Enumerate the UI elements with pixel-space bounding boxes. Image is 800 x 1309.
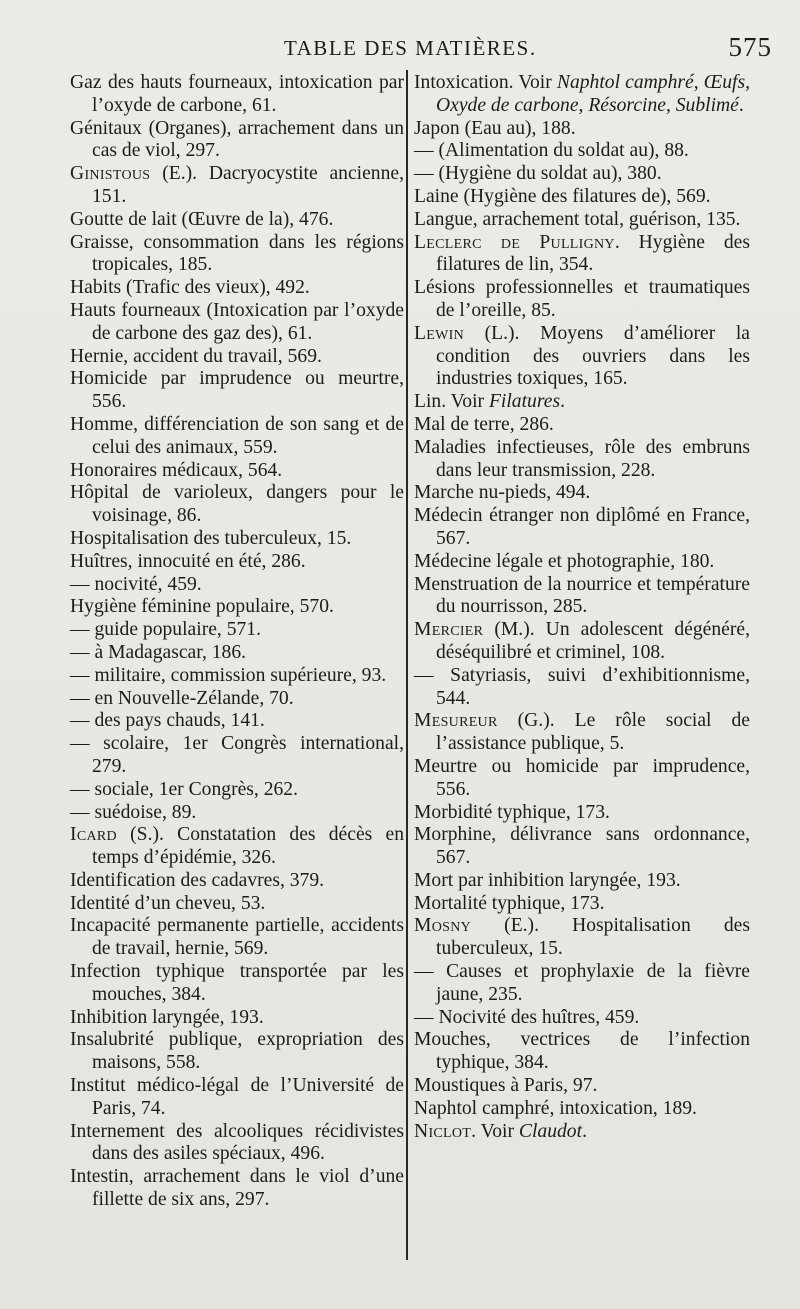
entry-text: — en Nouvelle-Zélande, 70. [70,687,294,709]
entry-text: Mort par inhibition laryngée, 193. [414,869,681,891]
index-entry [414,870,750,893]
author-name: Niclot [414,1120,472,1142]
index-entry [70,802,404,825]
page-number: 575 [728,32,772,62]
index-entry [414,437,750,483]
index-entry [70,118,404,164]
entry-text: Hôpital de varioleux, dangers pour le voisinage, 86. [70,482,404,527]
entry-text: Insalubrité publique, expropriation des maisons, 558. [70,1029,404,1074]
index-entry [70,733,404,779]
entry-text: Habits (Trafic des vieux), 492. [70,277,310,299]
entry-text: Internement des alcooliques récidivistes dans des asiles spéciaux, 496. [70,1120,404,1165]
author-name: Mercier [414,619,484,641]
entry-text: Médecin étranger non diplômé en France, 567. [414,505,750,549]
entry-text: Morphine, délivrance sans ordonnance, 567. [414,824,750,869]
index-entry [414,1098,750,1121]
index-entry [70,72,404,118]
index-entry [70,482,404,528]
entry-text: — Satyriasis, suivi d’exhibitionnisme, 544. [414,664,750,709]
entry-text: Génitaux (Organes), arrachement dans un cas de viol, 297. [70,117,404,162]
index-entry [70,300,404,346]
entry-text: Honoraires médicaux, 564. [70,459,283,481]
entry-text: Identité d’un cheveu, 53. [70,892,266,914]
index-entry [70,1166,404,1212]
entry-text: Mouches, vectrices de l’infection typhique, 384. [414,1029,750,1074]
index-entry [70,893,404,916]
entry-punctuation: . [582,1120,587,1142]
index-entry [70,528,404,551]
index-entry [70,642,404,665]
index-entry [414,140,750,163]
entry-text: Infection typhique transportée par les mouches, 384. [70,961,404,1005]
entry-text: (E.). Hospitalisation des tuberculeux, 15. [436,915,750,960]
entry-text: Hygiène féminine populaire, 570. [70,596,334,618]
index-entry [414,323,750,391]
entry-text: Identification des cadavres, 379. [70,869,325,891]
index-entry [70,710,404,733]
index-entry [70,1075,404,1121]
entry-punctuation: . [560,391,565,413]
index-entry [70,163,404,209]
author-name: Lewin [414,322,465,344]
entry-text: Langue, arrachement total, guérison, 135. [414,208,741,230]
index-entry [70,232,404,278]
entry-text: Goutte de lait (Œuvre de la), 476. [70,208,334,230]
index-entry [70,665,404,688]
index-entry [414,756,750,802]
entry-text: Institut médico-légal de l’Université de Paris, 74. [70,1075,404,1119]
entry-text: Mal de terre, 286. [414,413,554,435]
index-entry [414,619,750,665]
entry-text: Hernie, accident du travail, 569. [70,345,322,367]
entry-text: — (Hygiène du soldat au), 380. [414,163,662,185]
index-entry [414,414,750,437]
entry-text: Marche nu-pieds, 494. [414,482,591,504]
entry-text: Graisse, consommation dans les régions tropicales, 185. [70,231,404,276]
index-entry [414,824,750,870]
index-entry [70,414,404,460]
index-entry [70,688,404,711]
index-entry [414,961,750,1007]
index-entry [70,824,404,870]
running-title: TABLE DES MATIÈRES. [284,36,537,60]
index-entry [70,346,404,369]
index-entry [414,163,750,186]
index-entry [414,551,750,574]
index-entry [70,277,404,300]
index-entry [414,1029,750,1075]
index-entry [70,915,404,961]
entry-text: Lésions professionnelles et traumatiques de l’oreille, 85. [414,277,750,321]
entry-text: Menstruation de la nourrice et température du nourrisson, 285. [414,573,750,618]
index-entry [70,460,404,483]
index-entry [414,277,750,323]
index-entry [414,802,750,825]
entry-text: (E.). Dacryocystite ancienne, 151. [92,163,404,207]
index-entry [70,574,404,597]
index-entry [414,574,750,620]
index-entry [414,209,750,232]
entry-text: (G.). Le rôle social de l’assistance publique, 5. [436,710,750,755]
index-entry [414,710,750,756]
index-entry [414,505,750,551]
entry-text: Inhibition laryngée, 193. [70,1006,264,1028]
index-entry [70,1121,404,1167]
index-entry [70,596,404,619]
entry-text: (L.). Moyens d’améliorer la condition des ouvriers dans les industries toxiques, 165. [436,322,750,390]
cross-reference: Claudot [518,1120,583,1142]
index-entry [414,186,750,209]
entry-text: Lin. Voir [414,391,489,413]
entry-text: Médecine légale et photographie, 180. [414,550,715,572]
cross-reference: Filatures [488,391,561,413]
entry-text: Huîtres, innocuité en été, 286. [70,550,306,572]
entry-text: Laine (Hygiène des filatures de), 569. [414,185,711,207]
index-entry [414,893,750,916]
index-entry [414,1007,750,1030]
entry-text: (S.). Constatation des décès en temps d’épidémie, 326. [92,824,404,869]
index-entry [414,1121,750,1144]
entry-text: Hospitalisation des tuberculeux, 15. [70,527,352,549]
index-entry [70,619,404,642]
entry-text: Morbidité typhique, 173. [414,801,610,823]
entry-text: . Voir [471,1120,519,1142]
column-divider [406,70,408,1260]
index-entry [70,1029,404,1075]
entry-text: — nocivité, 459. [70,573,202,595]
entry-text: — militaire, commission supérieure, 93. [70,664,387,686]
index-entry [414,118,750,141]
entry-text: . Hygiène des filatures de lin, 354. [436,231,750,276]
index-entry [70,209,404,232]
entry-text: Moustiques à Paris, 97. [414,1075,598,1097]
entry-text: Intestin, arrachement dans le viol d’une fillette de six ans, 297. [70,1166,404,1211]
index-entry [70,551,404,574]
index-entry [70,779,404,802]
entry-text: Mortalité typhique, 173. [414,892,605,914]
entry-punctuation: . [738,94,744,116]
index-entry [414,915,750,961]
entry-text: Homicide par imprudence ou meurtre, 556. [70,368,404,413]
entry-text: — des pays chauds, 141. [70,710,265,732]
entry-text: Japon (Eau au), 188. [414,117,576,139]
cross-reference: Naphtol camphré, Œufs, Oxyde de carbone, Résorcine, Sublimé [436,72,750,116]
entry-text: Homme, différenciation de son sang et de celui des animaux, 559. [70,413,404,458]
entry-text: — (Alimentation du soldat au), 88. [414,140,689,162]
index-entry [70,961,404,1007]
author-name: Mesureur [414,710,498,732]
entry-text: — scolaire, 1er Congrès international, 279. [70,733,404,777]
index-entry [414,391,750,414]
author-name: Icard [70,824,117,846]
index-entry [70,870,404,893]
entry-text: — à Madagascar, 186. [70,641,247,663]
entry-text: Hauts fourneaux (Intoxication par l’oxyde de carbone des gaz des), 61. [70,299,404,344]
entry-text: Maladies infectieuses, rôle des embruns dans leur transmission, 228. [414,436,750,481]
index-entry [70,1007,404,1030]
index-entry [70,368,404,414]
entry-text: Naphtol camphré, intoxication, 189. [414,1097,697,1119]
author-name: Ginistous [70,163,151,185]
index-column-left [70,72,404,1212]
entry-text: Incapacité permanente partielle, accidents de travail, hernie, 569. [70,915,404,960]
entry-text: — Nocivité des huîtres, 459. [414,1006,640,1028]
entry-text: Gaz des hauts fourneaux, intoxication par l’oxyde de carbone, 61. [70,72,404,116]
index-entry [414,232,750,278]
entry-text: (M.). Un adolescent dégénéré, déséquilibré et criminel, 108. [436,619,750,663]
page-header [0,32,800,68]
entry-text: — Causes et prophylaxie de la fièvre jaune, 235. [414,961,750,1005]
index-entry [414,1075,750,1098]
entry-text: — suédoise, 89. [70,801,197,823]
entry-text: Meurtre ou homicide par imprudence, 556. [414,755,750,800]
author-name: Mosny [414,915,472,937]
entry-text: — guide populaire, 571. [70,619,262,641]
index-entry [414,482,750,505]
entry-text: — sociale, 1er Congrès, 262. [70,778,298,800]
author-name: Leclerc de Pulligny [414,231,615,253]
index-entry [414,72,750,118]
entry-text: Intoxication. Voir [414,72,557,93]
index-entry [414,665,750,711]
index-column-right [414,72,750,1143]
